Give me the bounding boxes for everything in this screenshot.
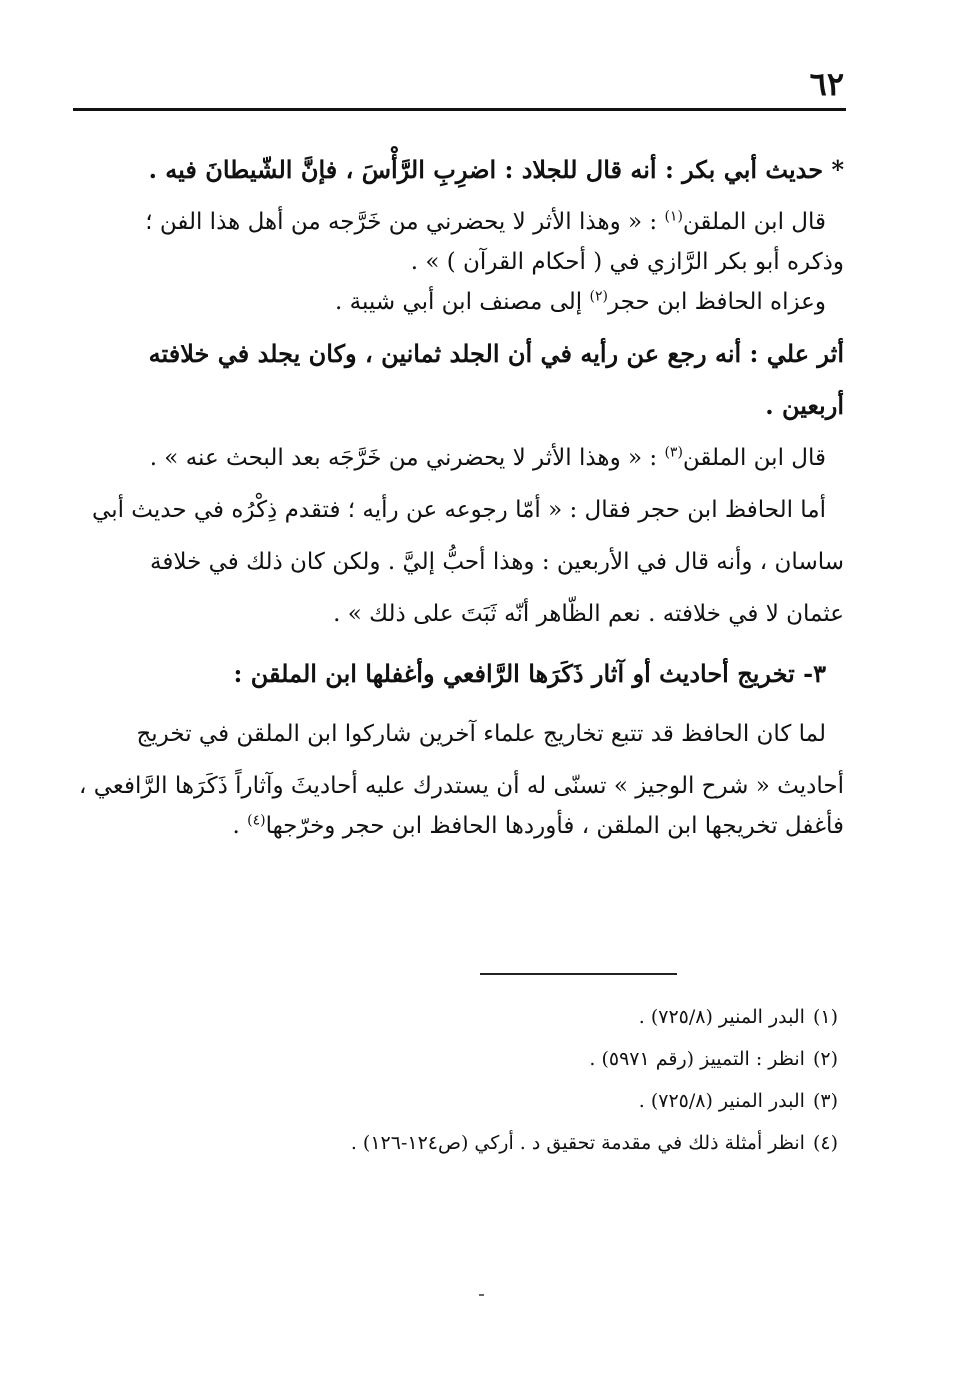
- page-number: ٦٢: [809, 65, 844, 103]
- paragraph-text: فأغفل تخريجها ابن الملقن ، فأوردها الحافظ ابن حجر وخرّجها: [265, 813, 844, 839]
- footnote-number: (١): [812, 1006, 838, 1028]
- footnote-number: (٤): [812, 1132, 838, 1154]
- paragraph-line-with-ref: [74, 806, 844, 846]
- paragraph-text: وعزاه الحافظ ابن حجر: [607, 289, 826, 315]
- hadith-heading-abu-bakr: * حديث أبي بكر : أنه قال للجلاد : اضرِبِ الرَّأْسَ ، فإنَّ الشّيطانَ فيه .: [148, 155, 844, 184]
- footnote-ref-3: (٣): [664, 444, 683, 461]
- paragraph-ibn-mulaqqin-1: [74, 202, 844, 242]
- athar-heading-ali-line-2: أربعين .: [765, 391, 844, 420]
- paragraph-text: : « وهذا الأثر لا يحضرني من خَرَّجه من أهل هذا الفن ؛: [145, 209, 665, 235]
- paragraph-line: وذكره أبو بكر الرَّازي في ( أحكام القرآن ) » .: [410, 249, 844, 275]
- section-heading-3: ٣- تخريج أحاديث أو آثار ذَكَرَها الرَّافعي وأغفلها ابن الملقن :: [233, 659, 826, 688]
- footnote-ref-1: (١): [664, 208, 683, 225]
- paragraph-text: : « وهذا الأثر لا يحضرني من خَرَّجَه بعد البحث عنه » .: [149, 445, 665, 471]
- athar-heading-ali: أثر علي : أنه رجع عن رأيه في أن الجلد ثمانين ، وكان يجلد في خلافته: [148, 339, 844, 368]
- body-text: [74, 150, 844, 846]
- scan-speck: [479, 1294, 484, 1296]
- paragraph-ibn-hajar-attribution: [74, 282, 844, 322]
- footnote-ref-4: (٤): [247, 812, 266, 829]
- paragraph-line: عثمان لا في خلافته . نعم الظّاهر أنّه ثَبَتَ على ذلك » .: [333, 601, 844, 627]
- paragraph-text: قال ابن الملقن: [682, 209, 826, 235]
- footnote-item: [138, 1131, 838, 1155]
- paragraph-line: أما الحافظ ابن حجر فقال : « أمّا رجوعه عن رأيه ؛ فتقدم ذِكْرُه في حديث أبي: [92, 497, 826, 523]
- footnote-number: (٢): [812, 1048, 838, 1070]
- footnote-text: البدر المنير (٧٢٥/٨) .: [638, 1090, 805, 1112]
- paragraph-text: قال ابن الملقن: [682, 445, 826, 471]
- footnotes: [138, 1005, 838, 1173]
- footnote-ref-2: (٢): [589, 288, 608, 305]
- paragraph-text: .: [232, 813, 248, 839]
- footnote-number: (٣): [812, 1090, 838, 1112]
- paragraph-line: أحاديث « شرح الوجيز » تسنّى له أن يستدرك عليه أحاديثَ وآثاراً ذَكَرَها الرَّافعي ،: [79, 773, 844, 799]
- paragraph-line: ساسان ، وأنه قال في الأربعين : وهذا أحبُّ إليَّ . ولكن كان ذلك في خلافة: [150, 549, 844, 575]
- footnote-item: [138, 1089, 838, 1113]
- footnote-separator: [480, 973, 677, 975]
- footnote-text: انظر أمثلة ذلك في مقدمة تحقيق د . أركي (ص١٢٤-١٢٦) .: [350, 1132, 805, 1154]
- header-rule: [73, 108, 846, 111]
- footnote-item: [138, 1047, 838, 1071]
- footnote-text: البدر المنير (٧٢٥/٨) .: [638, 1006, 805, 1028]
- paragraph-ibn-mulaqqin-2: [74, 438, 844, 478]
- footnote-item: [138, 1005, 838, 1029]
- paragraph-text: إلى مصنف ابن أبي شيبة .: [334, 289, 590, 315]
- paragraph-line: لما كان الحافظ قد تتبع تخاريج علماء آخرين شاركوا ابن الملقن في تخريج: [136, 721, 826, 747]
- footnote-text: انظر : التمييز (رقم ٥٩٧١) .: [589, 1048, 805, 1070]
